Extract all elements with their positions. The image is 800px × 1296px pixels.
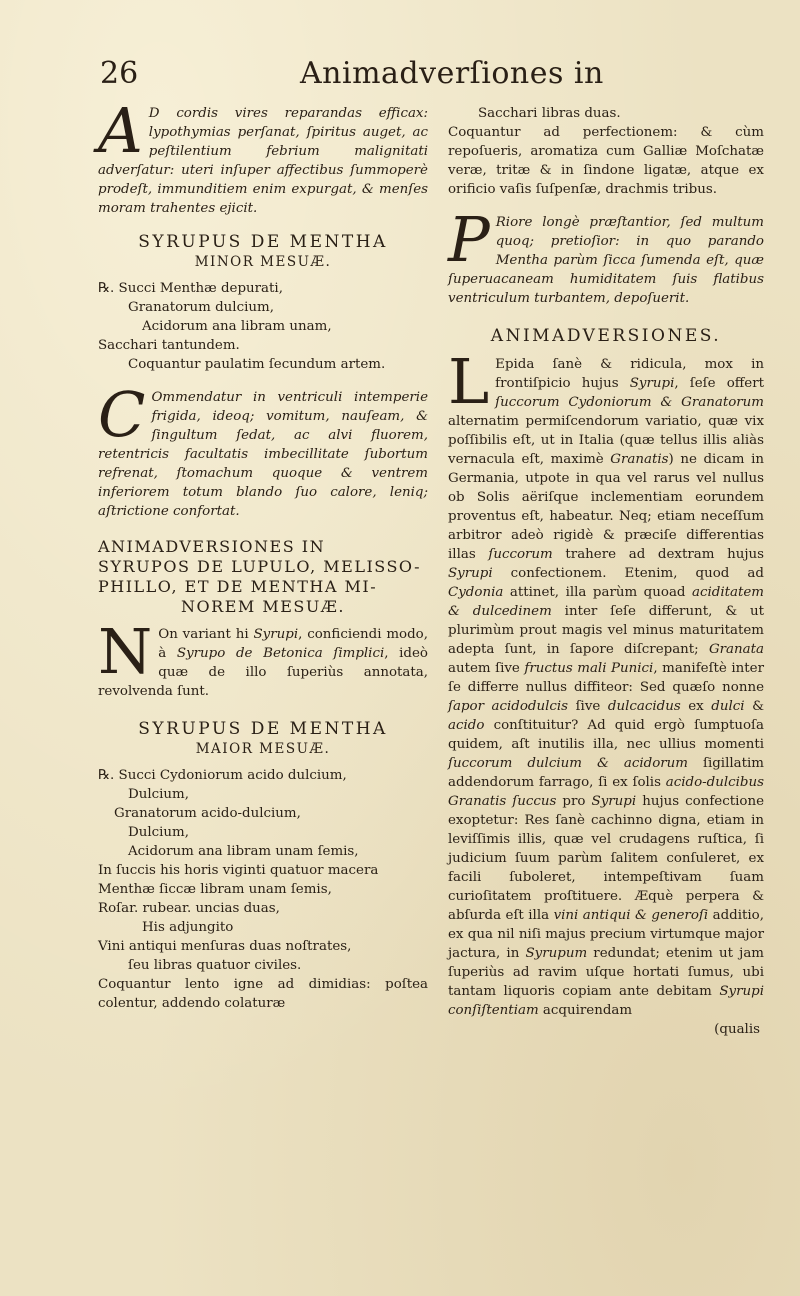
recipe-line: Vini antiqui menſuras duas noſtrates, — [98, 939, 352, 954]
priore-paragraph — [448, 203, 764, 308]
heading-animadversiones-in-syrupos — [98, 537, 428, 617]
text-segment: autem ſive — [448, 661, 525, 676]
recipe-line: ℞. Succi Menthæ depurati, — [98, 281, 283, 296]
recipe-line: Coquantur lento igne ad dimidias: poſtea colentur, addendo colaturæ — [98, 977, 428, 1011]
text-segment-italic: Syrupi — [629, 376, 675, 391]
page-number: 26 — [100, 56, 139, 91]
recipe-line: Dulcium, — [128, 825, 190, 840]
text-segment-italic: Syrupi conſiſtentiam — [448, 984, 764, 1018]
intro-paragraph — [98, 94, 428, 218]
heading-title: SYRUPUS DE MENTHA — [138, 719, 388, 739]
heading-subtitle: MINOR MESUÆ. — [194, 254, 332, 270]
text-segment: , conficiendi modo, à — [158, 627, 428, 661]
text-segment: ſive — [568, 699, 608, 714]
recipe-line: Roſar. rubear. uncias duas, — [98, 901, 280, 916]
recipe-line: Dulcium, — [128, 787, 190, 802]
text-segment-italic: Syrupi — [253, 627, 299, 642]
text-segment: alternatim permiſcendorum variatio, quæ vix poſſibilis eſt, ut in Italia (quæ tellus illis aliàs vernacula eſt, maximè — [448, 414, 764, 467]
dropcap-l: L — [448, 345, 490, 418]
recipe-line: His adjungito — [142, 920, 234, 935]
recipe-maior — [98, 766, 428, 1013]
text-segment: trahere ad dextram hujus — [552, 547, 764, 562]
text-segment-italic: Syrupi — [448, 566, 493, 581]
heading-title: SYRUPUS DE MENTHA — [138, 232, 388, 252]
recipe-minor — [98, 279, 428, 374]
recipe-line: Coquantur paulatim ſecundum artem. — [128, 357, 386, 372]
text-segment-italic: Cydonia — [448, 585, 504, 600]
dropcap-a: A — [98, 94, 143, 167]
dropcap-n: N — [98, 615, 153, 688]
text-segment: pro — [556, 794, 592, 809]
heading-line: NOREM MESUÆ. — [181, 597, 345, 616]
text-segment-italic: Syrupi — [591, 794, 637, 809]
text-segment: On variant hi — [158, 627, 254, 642]
priore-text: Riore longè præſtantior, ſed multum quoq; pretioſior: in quo parando Mentha parùm ſicca ſumenda eſt, quæ ſuperuacaneam humiditatem ſuis flatibus ventriculum turbantem, depoſuerit. — [448, 215, 764, 306]
recipe-line: Acidorum ana libram unam, — [142, 319, 332, 334]
recipe-line: Granatorum dulcium, — [128, 300, 274, 315]
commendatur-text: Ommendatur in ventriculi intemperie frigida, ideoq; vomitum, nauſeam, & ſingultum ſedat, ac alvi fluorem, retentricis facultatis imbecillitate ſubortum refrenat, ſtomachum quoque & ventrem inferiorem totum blando ſuo calore, leniq; aſtrictione confortat. — [98, 390, 428, 519]
heading-line: ANIMADVERSIONES IN — [98, 537, 326, 556]
text-segment: , manifeſtè inter ſe differre nullus diffiteor: Sed quæſo nonne — [448, 661, 764, 695]
text-segment: ) ne dicam in Germania, utpote in qua vel rarus vel nullus ob Solis aëriſque inclementiam eorundem proventus eſt, habeatur. Neq; etiam neceſſum arbitror adeò rigidè & præciſe differentias illas — [448, 452, 764, 562]
sacchari-line: Sacchari libras duas. — [478, 106, 621, 121]
text-segment-italic: acido-dulcibus Granatis ſuccus — [448, 775, 764, 809]
recipe-line: Menthæ ſiccæ libram unam ſemis, — [98, 882, 332, 897]
recipe-line: Sacchari tantundem. — [98, 338, 240, 353]
page-header — [100, 56, 760, 96]
text-segment-italic: Syrupo de Betonica ſimplici — [176, 646, 385, 661]
recipe-line: In ſuccis his horis viginti quatuor macera — [98, 863, 379, 878]
running-title: Animadverſiones in — [300, 56, 604, 91]
text-segment: ex — [680, 699, 712, 714]
heading-animadversiones: ANIMADVERSIONES. — [490, 326, 722, 346]
heading-syrupus-mentha-maior — [98, 719, 428, 758]
dropcap-c: C — [98, 378, 146, 451]
commendatur-paragraph — [98, 378, 428, 521]
left-column — [98, 94, 428, 1013]
text-segment: redundat; etenim ut jam ſuperiùs ad ravim uſque hortati ſumus, ubi tantam liquoris copiam ante debitam — [448, 946, 765, 999]
text-segment: inter ſeſe differunt, & ut plurimùm prout magis vel minus maturitatem adepta ſunt, in ſapore diſcrepant; — [448, 604, 764, 657]
recipe-line: Granatorum acido-dulcium, — [114, 806, 301, 821]
text-segment-italic: Syrupum — [525, 946, 588, 961]
text-segment-italic: ſuccorum dulcium & acidorum — [448, 756, 688, 771]
text-segment-italic: fructus mali Punici — [524, 661, 654, 676]
text-segment: , ſeſe offert — [674, 376, 764, 391]
epicha-paragraph — [448, 345, 765, 1020]
text-segment-italic: acido — [448, 718, 485, 733]
text-segment-italic: vini antiqui & generoſi — [553, 908, 709, 923]
dropcap-p: P — [448, 203, 490, 276]
text-segment: additio, ex qua nil niſi majus precium virtumque major jactura, in — [448, 908, 764, 961]
text-segment-italic: Granata — [708, 642, 764, 657]
recipe-line: Acidorum ana libram unam ſemis, — [128, 844, 359, 859]
heading-subtitle: MAIOR MESUÆ. — [195, 741, 331, 757]
heading-syrupus-mentha-minor — [98, 232, 428, 271]
recipe-line: ℞. Succi Cydoniorum acido dulcium, — [98, 768, 347, 783]
recipe-line: ſeu libras quatuor civiles. — [128, 958, 302, 973]
heading-line: SYRUPOS DE LUPULO, MELISSO- — [98, 557, 422, 576]
text-segment-italic: ſapor acidodulcis — [448, 699, 569, 714]
text-segment: , ideò quæ de illo ſuperiùs annotata, revolvenda ſunt. — [98, 646, 428, 699]
catchword: (qualis — [714, 1022, 760, 1037]
text-segment: ſigillatim addendorum farrago, ſi ex ſolis — [448, 756, 764, 790]
non-variant-paragraph — [98, 615, 428, 701]
heading-line: PHILLO, ET DE MENTHA MI- — [98, 577, 378, 596]
text-segment-italic: Granatis — [610, 452, 669, 467]
text-segment-italic: dulcacidus — [607, 699, 681, 714]
text-segment: Epida ſanè & ridicula, mox in frontiſpicio hujus — [495, 357, 764, 391]
text-segment-italic: dulci — [711, 699, 745, 714]
right-column — [448, 104, 764, 1039]
text-segment: acquirendam — [538, 1003, 633, 1018]
intro-text: D cordis vires reparandas efficax: lypothymias perſanat, ſpiritus auget, ac peſtilentium febrium malignitati adverſatur: uteri inſuper affectibus ſummoperè prodeſt, immunditiem enim expurgat, & menſes moram trahentes ejicit. — [98, 106, 428, 216]
text-segment: attinet, illa parùm quoad — [503, 585, 692, 600]
text-segment-italic: ſuccorum Cydoniorum & Granatorum — [495, 395, 764, 410]
text-segment-italic: aciditatem & dulcedinem — [448, 585, 764, 619]
coquantur-paragraph: Coquantur ad perfectionem: & cùm repoſueris, aromatiza cum Galliæ Moſchatæ veræ, tritæ & in ſindone ligatæ, atque ex orificio vaſis ſuſpenſæ, drachmis tribus. — [448, 125, 764, 197]
text-segment: confectionem. Etenim, quod ad — [492, 566, 764, 581]
text-segment-italic: ſuccorum — [488, 547, 553, 562]
text-segment: conſtituitur? Ad quid ergò ſumptuoſa quidem, aſt inutilis illa, nec ullius momenti — [448, 718, 764, 752]
text-segment: hujus confectione exoptetur: Res ſanè cachinno digna, etiam in leviſſimis illis, quæ vel crudagens ruſtica, ſi judicium ſuum parùm ſalitem conſuleret, ex facili ſuboleret, intempeſtivam ſuam curioſitatem proſtituere. Æquè perpera & abſurda eſt illa — [448, 794, 764, 923]
text-segment: & — [744, 699, 764, 714]
